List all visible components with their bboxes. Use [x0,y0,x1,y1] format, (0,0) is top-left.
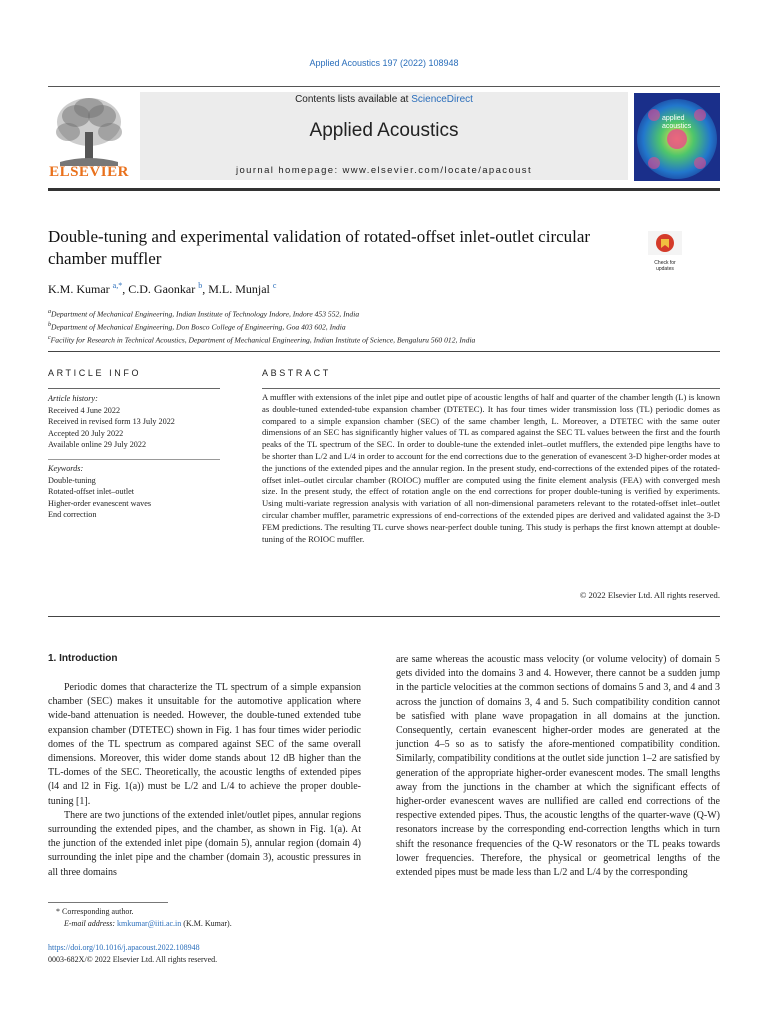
history-label: Article history: [48,394,98,403]
bookmark-icon [648,231,682,255]
keyword: Double-tuning [48,475,96,485]
journal-name: Applied Acoustics [309,120,459,141]
separator: , [122,282,129,296]
abstract-heading: ABSTRACT [262,368,331,378]
keyword: Higher-order evanescent waves [48,498,152,508]
paragraph: Periodic domes that characterize the TL spectrum of a simple expansion chamber (SEC) makes it unsuitable for the automotive application where wide-band attenuation is needed. However, the double-tuned extended tube expansion chamber (DTETEC) shown in Fig. 1 has four times wider periodic domes of the TL spectrum as compared against SEC of the same overall dimensions. Moreover, this wider dome stands about 12 dB higher than the TL-domes of the SEC. Theoretically, the acoustic lengths of extended pipes (l4 and l2 in Fig. 1(a)) must be L/2 and L/4 to achieve the proper double-tuning [1]. [48,682,361,807]
email-link[interactable]: kmkumar@iiti.ac.in [117,919,182,928]
abstract-copyright: © 2022 Elsevier Ltd. All rights reserved. [579,590,720,600]
body-column-right [396,653,720,880]
abstract-text: A muffler with extensions of the inlet pipe and outlet pipe of acoustic lengths of half and quarter of the chamber length (L) is known as double-tuned extended-tube expansion chamber (DTETEC). It has four times wider transmission loss (TL) periodic domes as compared to a simple expansion chamber (SEC) of the same chamber length, L. Moreover, a DTETEC with the same outer dimensions of an SEC has significantly higher values of TL as compared against the SEC TL values between the first and the fourth peaks of the TL spectrum of the SEC. In order to double-tune the extended inlet–outlet mufflers, the extended pipe lengths have to be shorter than L/2 and L/4 in order to account for the end corrections due to the generation of evanescent 3-D higher-order modes at the junctions of the extended pipes and the annular region. In the present study, end-corrections of the extended pipes of the rotated-offset inlet–outlet circular chamber (ROIOC) muffler are computed using the finite element analysis (FEA) with converged mesh size. In the present study, the effect of rotation angle on the end corrections for proper double-tuning is verified by experiments. Using multi-variate regression analysis with variation of all non-dimensional parameters relevant to the rotated-offset inlet–outlet circular chamber muffler, parametric expressions of end-corrections of the extended pipes are derived and validated against the 3-D FEM predictions. The resulting TL curve shows near-perfect double tuning. This study is perhaps the first known attempt at double-tuning of the ROIOC muffler. [262,392,720,544]
article-info-rule [48,388,220,389]
journal-homepage[interactable]: journal homepage: www.elsevier.com/locate/apacoust [235,165,532,176]
keywords-rule [48,459,220,460]
keyword: Rotated-offset inlet–outlet [48,487,135,496]
affiliations [48,307,475,346]
history-item: Available online 29 July 2022 [48,440,147,449]
footnote-rule [48,902,168,903]
section-rule [48,616,720,617]
header-rule [48,188,720,191]
separator: , [202,282,209,296]
keyword: End correction [48,510,97,519]
abstract-rule [262,388,720,389]
elsevier-logo [48,92,130,182]
affiliation: $^b$Department of Mechanical Engineering, Don Bosco College of Engineering, Goa 403 602, India [48,322,346,332]
email-suffix: (K.M. Kumar). [181,919,232,928]
check-for-updates-badge[interactable] [648,231,682,272]
journal-reference-link[interactable]: Applied Acoustics 197 (2022) 108948 [309,58,459,68]
author-affil-sup[interactable]: a,* [112,281,123,290]
cover-title: applied acoustics [662,115,692,130]
author-name[interactable]: M.L. Munjal [208,282,270,296]
article-title: Double-tuning and experimental validation of rotated-offset inlet-outlet circular chamber muffler [48,227,591,268]
body-column-left [48,681,361,880]
author-name[interactable]: K.M. Kumar [48,282,110,296]
keywords [48,463,151,521]
contents-prefix: Contents lists available at [295,94,412,105]
footnotes [48,906,232,930]
contents-line [140,94,628,105]
check-for-updates-label: Check for updates [654,260,676,272]
history-item: Accepted 20 July 2022 [48,428,124,438]
author-affil-sup[interactable]: b [198,281,203,290]
sciencedirect-link[interactable]: ScienceDirect [411,94,473,105]
journal-cover-image [634,93,720,181]
affiliation: $^c$Facility for Research in Technical Acoustics, Department of Mechanical Engineering, Indian Institute of Science, Bengaluru 560 012, India [48,335,476,345]
affiliation: $^a$Department of Mechanical Engineering, Indian Institute of Technology Indore, Indore 453 552, India [48,309,360,319]
doi-link[interactable]: https://doi.org/10.1016/j.apacoust.2022.108948 [48,943,200,952]
doi-block [48,942,217,966]
publisher-logo-text: ELSEVIER [49,164,129,180]
author-affil-sup[interactable]: c [272,281,277,290]
history-item: Received 4 June 2022 [48,405,121,415]
email-label: E-mail address: [64,919,118,928]
article-history [48,393,175,451]
author-list [48,281,276,297]
paragraph: are same whereas the acoustic mass velocity (or volume velocity) of domain 5 gets divided into the domains 3 and 4. However, there cannot be a sudden jump in the particle velocities at the common sections of domains 5 and 3, and 4 and 3 across the junction of domains 3, 4 and 5. Such compatibility condition cannot be satisfied with plane wave propagation in all domains at the junction. Consequently, certain evanescent higher-order modes are generated at the junction 4–5 so as to satisfy the afore-mentioned compatibility condition. Similarly, compatibility conditions at the outlet side junction 1–2 are satisfied by generation of the appropriate higher-order evanescent modes. The small lengths away from the junctions in the chamber at which the significant effects of higher-order evanescent waves are nullified are called end corrections of the respective extended pipes. Thus, the acoustic lengths of the quarter-wave (Q-W) resonators increase by the corresponding end-correction lengths which in turn shift the resonance frequencies of the Q-W resonators or the TL peaks towards lower frequencies. Therefore, the physical or geometrical lengths of the extended pipes must be made less than L/2 and L/4 by the corresponding [396,654,720,879]
corresponding-author-note: * Corresponding author. [56,907,134,916]
history-item: Received in revised form 13 July 2022 [48,417,175,426]
issn-line: 0003-682X/© 2022 Elsevier Ltd. All rights reserved. [48,955,218,964]
paragraph: There are two junctions of the extended inlet/outlet pipes, annular regions surrounding the extended pipes, and the chamber, as shown in Fig. 1(a). At the junction of the extended inlet pipe (domain 5), annular region (domain 4) surrounding the inlet pipe and the chamber (domain 3), acoustic pressures in all three domains [48,809,361,878]
section-rule [48,351,720,352]
keywords-label: Keywords: [48,464,84,473]
introduction-heading: 1. Introduction [48,653,118,664]
article-info-heading: ARTICLE INFO [48,368,142,378]
author-name[interactable]: C.D. Gaonkar [128,282,196,296]
